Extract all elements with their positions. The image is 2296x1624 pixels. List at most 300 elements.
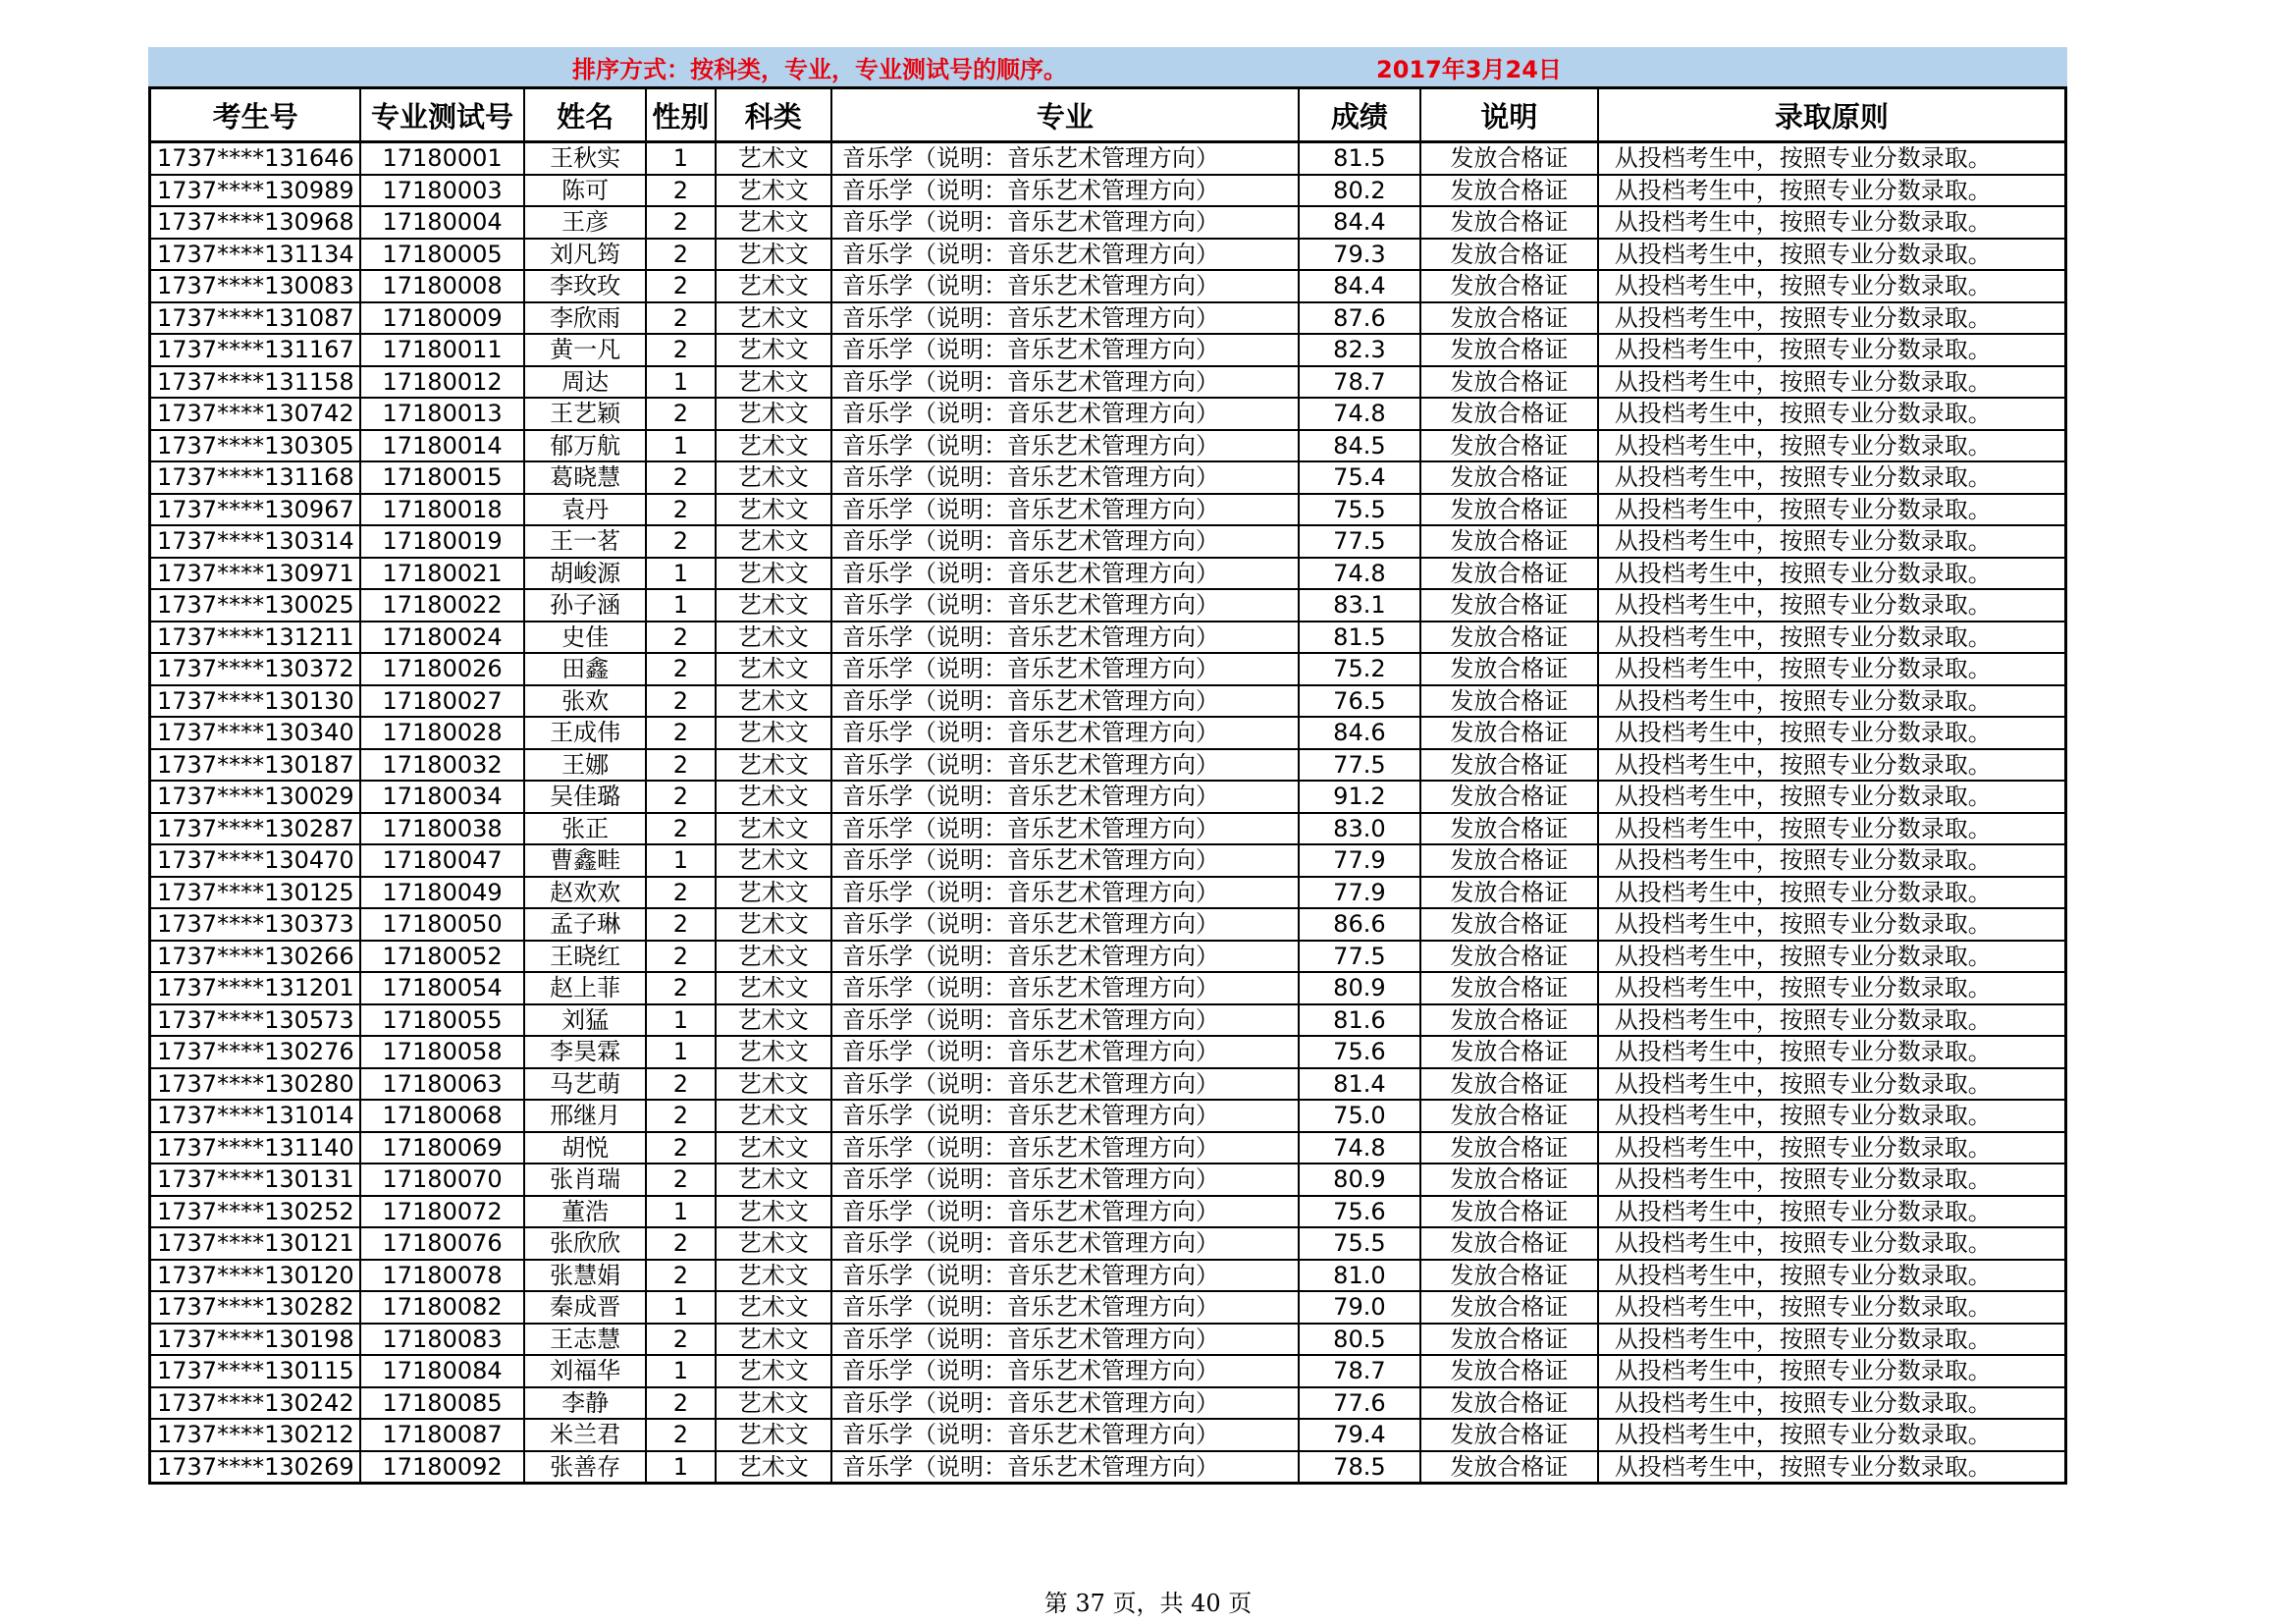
test-no-cell: 17180003 [360, 175, 524, 207]
score-cell: 77.5 [1299, 749, 1420, 782]
score-cell: 83.0 [1299, 813, 1420, 845]
exam-id-cell: 1737****130282 [150, 1291, 361, 1324]
major-cell: 音乐学（说明：音乐艺术管理方向） [831, 494, 1299, 526]
exam-id-cell: 1737****131087 [150, 302, 361, 335]
gender-cell: 2 [646, 908, 715, 941]
major-cell: 音乐学（说明：音乐艺术管理方向） [831, 1451, 1299, 1484]
major-cell: 音乐学（说明：音乐艺术管理方向） [831, 653, 1299, 685]
note-cell: 发放合格证 [1420, 175, 1598, 207]
name-cell: 孟子琳 [524, 908, 646, 941]
note-cell: 发放合格证 [1420, 1419, 1598, 1451]
category-cell: 艺术文 [716, 398, 831, 430]
test-no-cell: 17180055 [360, 1004, 524, 1037]
gender-cell: 2 [646, 1260, 715, 1292]
table-row [150, 653, 2066, 685]
exam-id-cell: 1737****130025 [150, 589, 361, 622]
exam-id-cell: 1737****130198 [150, 1324, 361, 1356]
name-cell: 王娜 [524, 749, 646, 782]
principle-cell: 从投档考生中，按照专业分数录取。 [1598, 908, 2066, 941]
exam-id-cell: 1737****130373 [150, 908, 361, 941]
test-no-cell: 17180034 [360, 781, 524, 813]
principle-cell: 从投档考生中，按照专业分数录取。 [1598, 239, 2066, 271]
category-cell: 艺术文 [716, 366, 831, 399]
gender-cell: 1 [646, 430, 715, 462]
test-no-cell: 17180015 [360, 461, 524, 494]
principle-cell: 从投档考生中，按照专业分数录取。 [1598, 1068, 2066, 1101]
name-cell: 史佳 [524, 622, 646, 654]
test-no-cell: 17180068 [360, 1100, 524, 1132]
score-cell: 77.5 [1299, 941, 1420, 973]
principle-cell: 从投档考生中，按照专业分数录取。 [1598, 685, 2066, 718]
category-cell: 艺术文 [716, 941, 831, 973]
test-no-cell: 17180026 [360, 653, 524, 685]
major-cell: 音乐学（说明：音乐艺术管理方向） [831, 844, 1299, 877]
major-cell: 音乐学（说明：音乐艺术管理方向） [831, 1387, 1299, 1420]
principle-cell: 从投档考生中，按照专业分数录取。 [1598, 334, 2066, 366]
col-header-major: 专业 [831, 88, 1299, 142]
score-cell: 80.5 [1299, 1324, 1420, 1356]
test-no-cell: 17180024 [360, 622, 524, 654]
major-cell: 音乐学（说明：音乐艺术管理方向） [831, 558, 1299, 590]
exam-id-cell: 1737****130083 [150, 270, 361, 302]
category-cell: 艺术文 [716, 1164, 831, 1196]
gender-cell: 2 [646, 398, 715, 430]
note-cell: 发放合格证 [1420, 1036, 1598, 1068]
principle-cell: 从投档考生中，按照专业分数录取。 [1598, 302, 2066, 335]
exam-id-cell: 1737****130305 [150, 430, 361, 462]
test-no-cell: 17180028 [360, 717, 524, 749]
col-header-exam-id: 考生号 [150, 88, 361, 142]
exam-id-cell: 1737****130130 [150, 685, 361, 718]
score-cell: 84.5 [1299, 430, 1420, 462]
gender-cell: 1 [646, 1451, 715, 1484]
principle-cell: 从投档考生中，按照专业分数录取。 [1598, 1355, 2066, 1387]
principle-cell: 从投档考生中，按照专业分数录取。 [1598, 813, 2066, 845]
exam-id-cell: 1737****130266 [150, 941, 361, 973]
principle-cell: 从投档考生中，按照专业分数录取。 [1598, 398, 2066, 430]
table-row [150, 1324, 2066, 1356]
gender-cell: 1 [646, 1355, 715, 1387]
table-row [150, 1227, 2066, 1260]
gender-cell: 2 [646, 622, 715, 654]
name-cell: 刘福华 [524, 1355, 646, 1387]
exam-id-cell: 1737****130029 [150, 781, 361, 813]
principle-cell: 从投档考生中，按照专业分数录取。 [1598, 1132, 2066, 1164]
exam-id-cell: 1737****130287 [150, 813, 361, 845]
score-cell: 79.4 [1299, 1419, 1420, 1451]
score-cell: 84.6 [1299, 717, 1420, 749]
note-cell: 发放合格证 [1420, 558, 1598, 590]
score-cell: 84.4 [1299, 206, 1420, 239]
gender-cell: 2 [646, 685, 715, 718]
major-cell: 音乐学（说明：音乐艺术管理方向） [831, 334, 1299, 366]
name-cell: 张慧娟 [524, 1260, 646, 1292]
test-no-cell: 17180072 [360, 1196, 524, 1228]
note-cell: 发放合格证 [1420, 206, 1598, 239]
admission-sheet [148, 47, 2067, 1485]
major-cell: 音乐学（说明：音乐艺术管理方向） [831, 270, 1299, 302]
table-row [150, 558, 2066, 590]
principle-cell: 从投档考生中，按照专业分数录取。 [1598, 1100, 2066, 1132]
exam-id-cell: 1737****130314 [150, 525, 361, 558]
principle-cell: 从投档考生中，按照专业分数录取。 [1598, 461, 2066, 494]
test-no-cell: 17180076 [360, 1227, 524, 1260]
exam-id-cell: 1737****131168 [150, 461, 361, 494]
table-row [150, 270, 2066, 302]
major-cell: 音乐学（说明：音乐艺术管理方向） [831, 1419, 1299, 1451]
table-row [150, 1260, 2066, 1292]
admission-table [148, 86, 2067, 1485]
score-cell: 87.6 [1299, 302, 1420, 335]
name-cell: 吴佳璐 [524, 781, 646, 813]
table-body [150, 142, 2066, 1484]
major-cell: 音乐学（说明：音乐艺术管理方向） [831, 1324, 1299, 1356]
table-row [150, 1451, 2066, 1484]
exam-id-cell: 1737****131646 [150, 142, 361, 175]
exam-id-cell: 1737****130242 [150, 1387, 361, 1420]
category-cell: 艺术文 [716, 589, 831, 622]
name-cell: 王志慧 [524, 1324, 646, 1356]
note-cell: 发放合格证 [1420, 813, 1598, 845]
score-cell: 79.3 [1299, 239, 1420, 271]
principle-cell: 从投档考生中，按照专业分数录取。 [1598, 749, 2066, 782]
exam-id-cell: 1737****130967 [150, 494, 361, 526]
category-cell: 艺术文 [716, 206, 831, 239]
note-cell: 发放合格证 [1420, 1451, 1598, 1484]
note-cell: 发放合格证 [1420, 1355, 1598, 1387]
gender-cell: 2 [646, 972, 715, 1004]
note-cell: 发放合格证 [1420, 877, 1598, 909]
gender-cell: 2 [646, 1387, 715, 1420]
test-no-cell: 17180005 [360, 239, 524, 271]
name-cell: 李昊霖 [524, 1036, 646, 1068]
category-cell: 艺术文 [716, 1387, 831, 1420]
name-cell: 胡悦 [524, 1132, 646, 1164]
test-no-cell: 17180054 [360, 972, 524, 1004]
score-cell: 80.2 [1299, 175, 1420, 207]
exam-id-cell: 1737****130212 [150, 1419, 361, 1451]
test-no-cell: 17180014 [360, 430, 524, 462]
gender-cell: 2 [646, 494, 715, 526]
exam-id-cell: 1737****130971 [150, 558, 361, 590]
major-cell: 音乐学（说明：音乐艺术管理方向） [831, 908, 1299, 941]
note-cell: 发放合格证 [1420, 844, 1598, 877]
name-cell: 曹鑫畦 [524, 844, 646, 877]
gender-cell: 2 [646, 781, 715, 813]
score-cell: 83.1 [1299, 589, 1420, 622]
major-cell: 音乐学（说明：音乐艺术管理方向） [831, 175, 1299, 207]
note-cell: 发放合格证 [1420, 1132, 1598, 1164]
major-cell: 音乐学（说明：音乐艺术管理方向） [831, 589, 1299, 622]
table-row [150, 844, 2066, 877]
note-cell: 发放合格证 [1420, 653, 1598, 685]
exam-id-cell: 1737****130340 [150, 717, 361, 749]
category-cell: 艺术文 [716, 781, 831, 813]
score-cell: 77.9 [1299, 844, 1420, 877]
test-no-cell: 17180013 [360, 398, 524, 430]
table-row [150, 589, 2066, 622]
table-row [150, 1196, 2066, 1228]
category-cell: 艺术文 [716, 685, 831, 718]
score-cell: 75.6 [1299, 1196, 1420, 1228]
principle-cell: 从投档考生中，按照专业分数录取。 [1598, 270, 2066, 302]
col-header-category: 科类 [716, 88, 831, 142]
exam-id-cell: 1737****130269 [150, 1451, 361, 1484]
principle-cell: 从投档考生中，按照专业分数录取。 [1598, 622, 2066, 654]
publish-date: 2017年3月24日 [1376, 55, 1562, 83]
major-cell: 音乐学（说明：音乐艺术管理方向） [831, 1196, 1299, 1228]
test-no-cell: 17180008 [360, 270, 524, 302]
category-cell: 艺术文 [716, 972, 831, 1004]
major-cell: 音乐学（说明：音乐艺术管理方向） [831, 525, 1299, 558]
exam-id-cell: 1737****131201 [150, 972, 361, 1004]
table-row [150, 1036, 2066, 1068]
table-row [150, 1355, 2066, 1387]
major-cell: 音乐学（说明：音乐艺术管理方向） [831, 1227, 1299, 1260]
note-cell: 发放合格证 [1420, 622, 1598, 654]
name-cell: 王秋实 [524, 142, 646, 175]
exam-id-cell: 1737****130252 [150, 1196, 361, 1228]
note-cell: 发放合格证 [1420, 589, 1598, 622]
category-cell: 艺术文 [716, 558, 831, 590]
exam-id-cell: 1737****131014 [150, 1100, 361, 1132]
name-cell: 王彦 [524, 206, 646, 239]
score-cell: 75.5 [1299, 494, 1420, 526]
test-no-cell: 17180085 [360, 1387, 524, 1420]
gender-cell: 2 [646, 813, 715, 845]
name-cell: 王一茗 [524, 525, 646, 558]
major-cell: 音乐学（说明：音乐艺术管理方向） [831, 877, 1299, 909]
name-cell: 黄一凡 [524, 334, 646, 366]
exam-id-cell: 1737****131158 [150, 366, 361, 399]
category-cell: 艺术文 [716, 1324, 831, 1356]
test-no-cell: 17180001 [360, 142, 524, 175]
test-no-cell: 17180050 [360, 908, 524, 941]
table-row [150, 1100, 2066, 1132]
col-header-test-no: 专业测试号 [360, 88, 524, 142]
gender-cell: 2 [646, 1068, 715, 1101]
category-cell: 艺术文 [716, 175, 831, 207]
gender-cell: 2 [646, 1324, 715, 1356]
gender-cell: 1 [646, 366, 715, 399]
note-cell: 发放合格证 [1420, 366, 1598, 399]
principle-cell: 从投档考生中，按照专业分数录取。 [1598, 366, 2066, 399]
gender-cell: 2 [646, 239, 715, 271]
principle-cell: 从投档考生中，按照专业分数录取。 [1598, 142, 2066, 175]
category-cell: 艺术文 [716, 1132, 831, 1164]
principle-cell: 从投档考生中，按照专业分数录取。 [1598, 844, 2066, 877]
test-no-cell: 17180058 [360, 1036, 524, 1068]
major-cell: 音乐学（说明：音乐艺术管理方向） [831, 461, 1299, 494]
major-cell: 音乐学（说明：音乐艺术管理方向） [831, 685, 1299, 718]
category-cell: 艺术文 [716, 461, 831, 494]
table-row [150, 302, 2066, 335]
name-cell: 邢继月 [524, 1100, 646, 1132]
principle-cell: 从投档考生中，按照专业分数录取。 [1598, 558, 2066, 590]
gender-cell: 1 [646, 1004, 715, 1037]
major-cell: 音乐学（说明：音乐艺术管理方向） [831, 1132, 1299, 1164]
name-cell: 张肖瑞 [524, 1164, 646, 1196]
score-cell: 74.8 [1299, 398, 1420, 430]
gender-cell: 2 [646, 270, 715, 302]
test-no-cell: 17180038 [360, 813, 524, 845]
category-cell: 艺术文 [716, 1036, 831, 1068]
category-cell: 艺术文 [716, 1451, 831, 1484]
score-cell: 77.5 [1299, 525, 1420, 558]
test-no-cell: 17180078 [360, 1260, 524, 1292]
col-header-score: 成绩 [1299, 88, 1420, 142]
principle-cell: 从投档考生中，按照专业分数录取。 [1598, 1036, 2066, 1068]
name-cell: 胡峻源 [524, 558, 646, 590]
principle-cell: 从投档考生中，按照专业分数录取。 [1598, 175, 2066, 207]
name-cell: 李静 [524, 1387, 646, 1420]
score-cell: 81.5 [1299, 142, 1420, 175]
category-cell: 艺术文 [716, 717, 831, 749]
note-cell: 发放合格证 [1420, 749, 1598, 782]
gender-cell: 2 [646, 302, 715, 335]
category-cell: 艺术文 [716, 877, 831, 909]
score-cell: 79.0 [1299, 1291, 1420, 1324]
major-cell: 音乐学（说明：音乐艺术管理方向） [831, 813, 1299, 845]
major-cell: 音乐学（说明：音乐艺术管理方向） [831, 1100, 1299, 1132]
category-cell: 艺术文 [716, 494, 831, 526]
name-cell: 孙子涵 [524, 589, 646, 622]
name-cell: 葛晓慧 [524, 461, 646, 494]
category-cell: 艺术文 [716, 908, 831, 941]
name-cell: 周达 [524, 366, 646, 399]
category-cell: 艺术文 [716, 622, 831, 654]
category-cell: 艺术文 [716, 653, 831, 685]
exam-id-cell: 1737****130280 [150, 1068, 361, 1101]
principle-cell: 从投档考生中，按照专业分数录取。 [1598, 1260, 2066, 1292]
note-cell: 发放合格证 [1420, 525, 1598, 558]
score-cell: 81.4 [1299, 1068, 1420, 1101]
table-row [150, 175, 2066, 207]
table-row [150, 142, 2066, 175]
name-cell: 米兰君 [524, 1419, 646, 1451]
gender-cell: 2 [646, 1227, 715, 1260]
gender-cell: 2 [646, 653, 715, 685]
major-cell: 音乐学（说明：音乐艺术管理方向） [831, 302, 1299, 335]
major-cell: 音乐学（说明：音乐艺术管理方向） [831, 1260, 1299, 1292]
exam-id-cell: 1737****130742 [150, 398, 361, 430]
gender-cell: 1 [646, 1036, 715, 1068]
exam-id-cell: 1737****130470 [150, 844, 361, 877]
note-cell: 发放合格证 [1420, 398, 1598, 430]
note-cell: 发放合格证 [1420, 430, 1598, 462]
major-cell: 音乐学（说明：音乐艺术管理方向） [831, 1004, 1299, 1037]
exam-id-cell: 1737****130125 [150, 877, 361, 909]
note-cell: 发放合格证 [1420, 1164, 1598, 1196]
gender-cell: 2 [646, 206, 715, 239]
test-no-cell: 17180047 [360, 844, 524, 877]
gender-cell: 2 [646, 525, 715, 558]
note-cell: 发放合格证 [1420, 1227, 1598, 1260]
name-cell: 赵上菲 [524, 972, 646, 1004]
major-cell: 音乐学（说明：音乐艺术管理方向） [831, 398, 1299, 430]
major-cell: 音乐学（说明：音乐艺术管理方向） [831, 972, 1299, 1004]
category-cell: 艺术文 [716, 302, 831, 335]
table-row [150, 972, 2066, 1004]
score-cell: 81.5 [1299, 622, 1420, 654]
score-cell: 76.5 [1299, 685, 1420, 718]
test-no-cell: 17180049 [360, 877, 524, 909]
col-header-note: 说明 [1420, 88, 1598, 142]
note-cell: 发放合格证 [1420, 1291, 1598, 1324]
gender-cell: 2 [646, 1164, 715, 1196]
test-no-cell: 17180019 [360, 525, 524, 558]
category-cell: 艺术文 [716, 1419, 831, 1451]
note-cell: 发放合格证 [1420, 334, 1598, 366]
score-cell: 81.0 [1299, 1260, 1420, 1292]
test-no-cell: 17180083 [360, 1324, 524, 1356]
principle-cell: 从投档考生中，按照专业分数录取。 [1598, 1004, 2066, 1037]
note-cell: 发放合格证 [1420, 908, 1598, 941]
table-row [150, 1291, 2066, 1324]
test-no-cell: 17180069 [360, 1132, 524, 1164]
note-cell: 发放合格证 [1420, 972, 1598, 1004]
gender-cell: 2 [646, 1419, 715, 1451]
name-cell: 刘凡筠 [524, 239, 646, 271]
note-cell: 发放合格证 [1420, 494, 1598, 526]
principle-cell: 从投档考生中，按照专业分数录取。 [1598, 972, 2066, 1004]
gender-cell: 2 [646, 1132, 715, 1164]
table-row [150, 366, 2066, 399]
test-no-cell: 17180084 [360, 1355, 524, 1387]
table-row [150, 1068, 2066, 1101]
table-row [150, 525, 2066, 558]
major-cell: 音乐学（说明：音乐艺术管理方向） [831, 1355, 1299, 1387]
gender-cell: 2 [646, 877, 715, 909]
gender-cell: 1 [646, 558, 715, 590]
note-cell: 发放合格证 [1420, 302, 1598, 335]
name-cell: 董浩 [524, 1196, 646, 1228]
principle-cell: 从投档考生中，按照专业分数录取。 [1598, 589, 2066, 622]
exam-id-cell: 1737****131134 [150, 239, 361, 271]
exam-id-cell: 1737****130573 [150, 1004, 361, 1037]
note-cell: 发放合格证 [1420, 941, 1598, 973]
major-cell: 音乐学（说明：音乐艺术管理方向） [831, 1068, 1299, 1101]
principle-cell: 从投档考生中，按照专业分数录取。 [1598, 525, 2066, 558]
table-row [150, 461, 2066, 494]
major-cell: 音乐学（说明：音乐艺术管理方向） [831, 1164, 1299, 1196]
name-cell: 袁丹 [524, 494, 646, 526]
page-footer: 第 37 页，共 40 页 [1043, 1590, 1253, 1617]
score-cell: 80.9 [1299, 972, 1420, 1004]
test-no-cell: 17180009 [360, 302, 524, 335]
name-cell: 李欣雨 [524, 302, 646, 335]
category-cell: 艺术文 [716, 1068, 831, 1101]
score-cell: 82.3 [1299, 334, 1420, 366]
principle-cell: 从投档考生中，按照专业分数录取。 [1598, 877, 2066, 909]
table-row [150, 239, 2066, 271]
table-row [150, 908, 2066, 941]
exam-id-cell: 1737****130968 [150, 206, 361, 239]
table-row [150, 1419, 2066, 1451]
exam-id-cell: 1737****130989 [150, 175, 361, 207]
note-cell: 发放合格证 [1420, 781, 1598, 813]
gender-cell: 1 [646, 1291, 715, 1324]
test-no-cell: 17180021 [360, 558, 524, 590]
name-cell: 王成伟 [524, 717, 646, 749]
name-cell: 马艺萌 [524, 1068, 646, 1101]
name-cell: 王晓红 [524, 941, 646, 973]
major-cell: 音乐学（说明：音乐艺术管理方向） [831, 622, 1299, 654]
test-no-cell: 17180087 [360, 1419, 524, 1451]
principle-cell: 从投档考生中，按照专业分数录取。 [1598, 653, 2066, 685]
major-cell: 音乐学（说明：音乐艺术管理方向） [831, 1291, 1299, 1324]
test-no-cell: 17180022 [360, 589, 524, 622]
